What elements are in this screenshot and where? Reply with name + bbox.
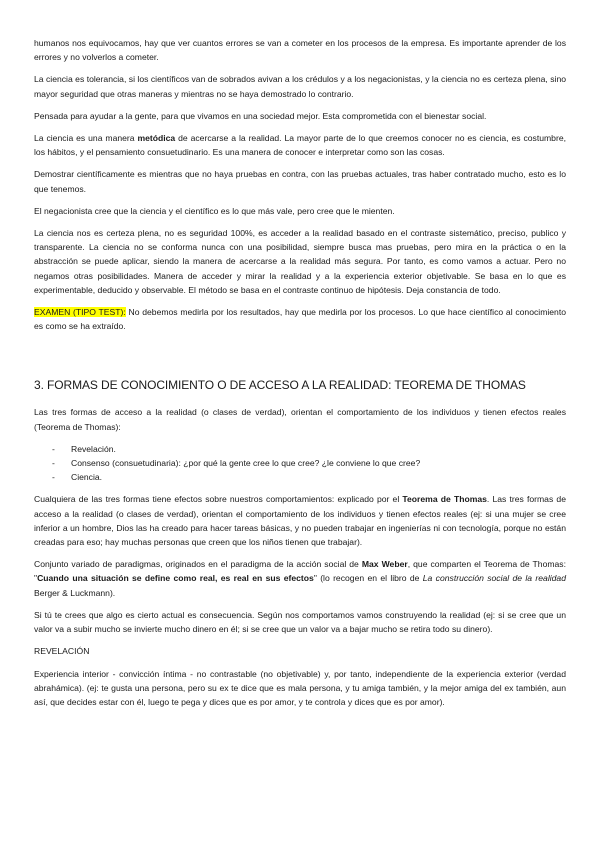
paragraph-metodica xyxy=(34,131,566,159)
paragraph: Demostrar científicamente es mientras que no haya pruebas en contra, con las pruebas actuales, tras haber contratado mucho, esto es lo que tenemos. xyxy=(34,169,566,194)
paragraph: Si tú te crees que algo es cierto actual es consecuencia. Según nos comportamos vamos construyendo la realidad (ej: si se cree que un valor va a subir mucho se invierte mucho dinero en él; si se cree que un valor va a bajar mucho se retira todo su dinero). xyxy=(34,609,566,635)
text-span: " (lo recogen en el libro de xyxy=(313,573,423,584)
list-item: - Ciencia. xyxy=(34,470,566,484)
list-item: - Consenso (consuetudinaria): ¿por qué la gente cree lo que cree? ¿le conviene lo que cree? xyxy=(34,456,566,470)
text-span: La ciencia es una manera xyxy=(34,133,138,144)
paragraph: humanos nos equivocamos, hay que ver cuantos errores se van a cometer en los procesos de la empresa. Es importante aprender de los errores y no volverlos a cometer. xyxy=(34,38,566,63)
section-title: 3. FORMAS DE CONOCIMIENTO O DE ACCESO A LA REALIDAD: TEOREMA DE THOMAS xyxy=(34,378,526,393)
paragraph: Las tres formas de acceso a la realidad (o clases de verdad), orientan el comportamiento de los individuos y tienen efectos reales (Teorema de Thomas): xyxy=(34,407,566,432)
paragraph-cualquiera xyxy=(34,492,566,549)
book-title: La construcción social de la realidad xyxy=(422,573,566,584)
paragraph-examen xyxy=(34,305,566,333)
bold-term: Max Weber xyxy=(361,559,408,570)
text-span: Berger & Luckmann). xyxy=(34,587,116,598)
paragraph: La ciencia es tolerancia, si los científicos van de sobrados avivan a los crédulos y a los negacionistas, y la ciencia no es certeza plena, sino mayor seguridad que otras maneras y mientras no se haya demostrado lo contrario. xyxy=(34,74,566,99)
subheading: REVELACIÓN xyxy=(34,646,90,657)
paragraph: Pensada para ayudar a la gente, para que vivamos en una sociedad mejor. Esta comprometida con el bienestar social. xyxy=(34,110,487,121)
bullet-list xyxy=(34,442,566,485)
paragraph: Experiencia interior - convicción íntima - no contrastable (no objetivable) y, por tanto, independiente de la experiencia exterior (verdad abrahámica). (ej: te gusta una persona, pero su ex te dice que es mala persona, y tu amiga también, y la mejor amiga del ex también, aun así, que decides estar con él, luego te pega y dices que es por amor, y te controla y dices que es por amor). xyxy=(34,668,566,707)
text-span: de acercarse a la realidad. La mayor parte de lo que creemos conocer no es ciencia, es costumbre, los hábitos, y el pensamiento consuetudinario. Es una manera de conocer e interpretar como son las cosas. xyxy=(34,133,566,158)
paragraph-conjunto xyxy=(34,557,566,600)
paragraph: La ciencia nos es certeza plena, no es seguridad 100%, es acceder a la realidad basado en el contraste sistemático, preciso, publico y transparente. La ciencia no se conforma nunca con una posibilidad, siempre busca mas pruebas, pero mira en la práctica o en la abstracción se puede aplicar, siendo la manera de acercarse a la realidad más segura. Por tanto, es como vamos a actuar. Pero no negamos otras posibilidades. Manera de acceder y mirar la realidad y a la experiencia exterior objetivable. Se basa en lo que es experimentable, deducido y observable. El método se basa en el contraste continuo de hipótesis. Deja constancia de todo. xyxy=(34,228,566,295)
document-page xyxy=(34,36,566,717)
text-span: , que comparten el Teorema de Thomas: " xyxy=(34,559,566,584)
list-item: - Revelación. xyxy=(34,442,566,456)
bold-term: metódica xyxy=(137,133,176,144)
bold-quote: Cuando una situación se define como real, es real en sus efectos xyxy=(37,573,314,584)
text-span: Cualquiera de las tres formas tiene efectos sobre nuestros comportamientos: explicado por el xyxy=(34,494,403,505)
text-span: . Las tres formas de acceso a la realidad (o clases de verdad), orientan el comportamiento de los individuos y tienen efectos reales (ej: si una mujer se cree inferior a un hombre, Dios las ha creado para hacer tareas básicas, y no pueden trabajar en ingenierías ni con tecnología, porque no están creadas para eso; hay muchas personas que creen que los niños tienen que trabajar). xyxy=(34,494,566,548)
exam-highlight: EXAMEN (TIPO TEST): xyxy=(34,307,126,318)
paragraph: El negacionista cree que la ciencia y el científico es lo que más vale, pero cree que le mienten. xyxy=(34,205,395,216)
text-span: No debemos medirla por los resultados, hay que medirla por los procesos. Lo que hace científico al conocimiento es como se ha extraído. xyxy=(34,307,566,332)
bold-term: Teorema de Thomas xyxy=(402,494,487,505)
text-span: Conjunto variado de paradigmas, originados en el paradigma de la acción social de xyxy=(34,559,362,570)
